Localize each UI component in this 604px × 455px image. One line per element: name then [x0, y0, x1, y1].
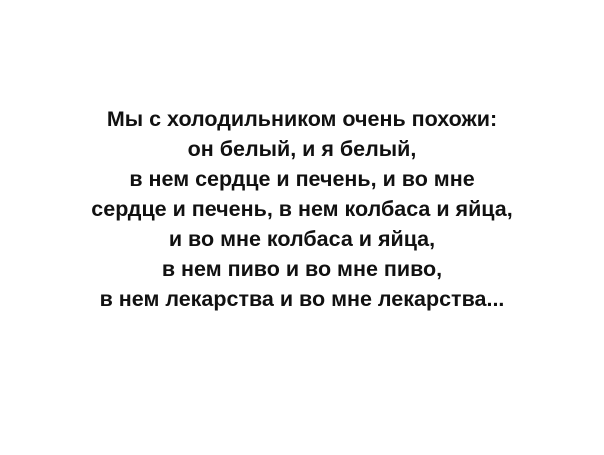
quote-line: он белый, и я белый, [187, 137, 417, 161]
quote-line: сердце и печень, в нем колбаса и яйца, [91, 197, 513, 221]
quote-text-block [4, 104, 600, 314]
quote-line: в нем лекарства и во мне лекарства... [99, 287, 505, 311]
quote-line: Мы с холодильником очень похожи: [106, 107, 498, 131]
quote-line: и во мне колбаса и яйца, [168, 227, 436, 251]
quote-line: в нем пиво и во мне пиво, [161, 257, 443, 281]
quote-line: в нем сердце и печень, и во мне [129, 167, 475, 191]
